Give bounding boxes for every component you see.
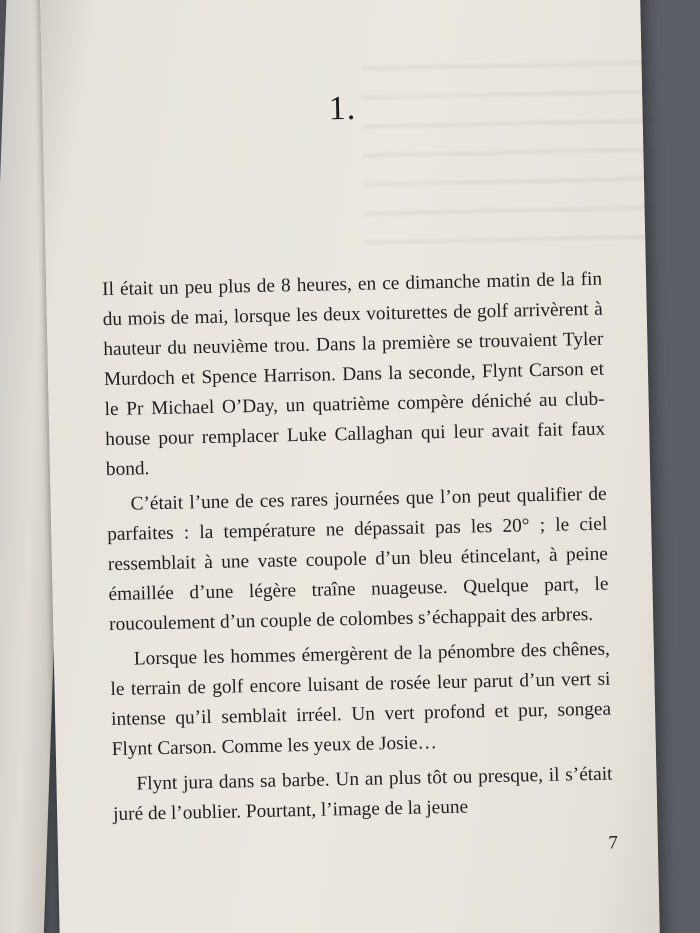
paragraph-1: Il était un peu plus de 8 heures, en ce dimanche matin de la fin du mois de mai, lorsque les deux voiturettes de golf arrivèrent à hauteur du neuvième trou. Dans la première se trouvaient Tyler Murdoch et Spence Harrison. Dans la seconde, Flynt Carson et le Pr Michael O’Day, un quatrième compère déniché au club-house pour remplacer Luke Callaghan qui leur avait fait faux bond. xyxy=(101,268,606,481)
body-text xyxy=(102,265,614,835)
book-page xyxy=(40,0,660,933)
chapter-number: 1. xyxy=(328,89,357,128)
paragraph-3: Lorsque les hommes émergèrent de la pénombre des chênes, le terrain de golf encore luisant de rosée leur parut d’un vert si intense qu’il semblait irréel. Un vert profond et pur, songea Flynt Carson. Comme les yeux de Josie… xyxy=(110,638,612,761)
paragraph-4: Flynt jura dans sa barbe. Un an plus tôt ou presque, il s’était juré de l’oublier. Pourtant, l’image de la jeune xyxy=(112,763,613,826)
paragraph-2: C’était l’une de ces rares journées que l’on peut qualifier de parfaites : la température ne dépassait pas les 20° ; le ciel ressemblait à une vaste coupole d’un bleu étincelant, à peine émaillée d’une légère traîne nuageuse. Quelque part, le roucoulement d’un couple de colombes s’échappait des arbres. xyxy=(107,483,609,636)
page-number: 7 xyxy=(608,832,619,854)
show-through-text xyxy=(361,44,656,270)
